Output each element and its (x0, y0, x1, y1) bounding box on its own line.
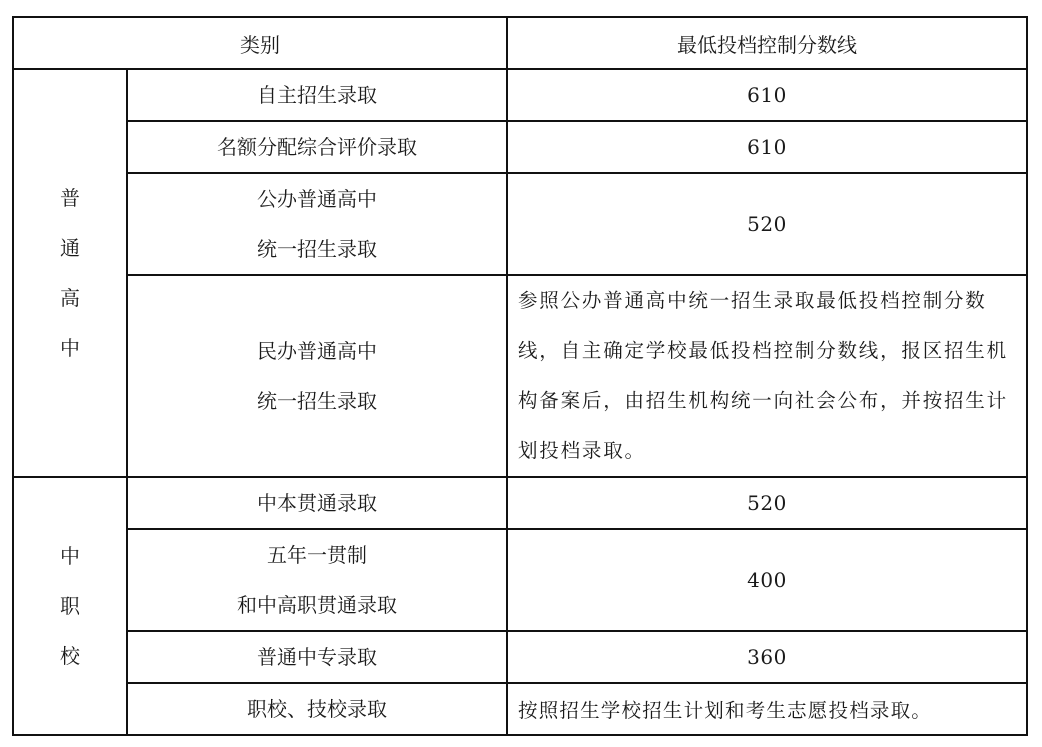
group-label-vocational-school (13, 477, 127, 735)
table-row (13, 529, 1027, 631)
admission-type-cell (127, 683, 507, 735)
admission-type-cell (127, 631, 507, 683)
admission-type-cell (127, 121, 507, 173)
table-row (13, 121, 1027, 173)
score-note-cell: 按照招生学校招生计划和考生志愿投档录取。 (507, 683, 1027, 735)
admission-type-line: 民办普通高中 (257, 339, 377, 363)
admission-type-line: 五年一贯制 (267, 543, 367, 567)
header-min-score: 最低投档控制分数线 (507, 17, 1027, 69)
score-value-cell: 520 (507, 173, 1027, 275)
score-note-cell: 参照公办普通高中统一招生录取最低投档控制分数线，自主确定学校最低投档控制分数线，报区招生机构备案后，由招生机构统一向社会公布，并按招生计划投档录取。 (507, 275, 1027, 477)
score-value-cell: 610 (507, 121, 1027, 173)
score-value-cell: 610 (507, 69, 1027, 121)
table-header-row (13, 17, 1027, 69)
table-row (13, 631, 1027, 683)
admission-type-line: 统一招生录取 (257, 389, 377, 413)
score-value-cell: 360 (507, 631, 1027, 683)
admission-type-line: 普通中专录取 (257, 645, 377, 669)
admission-score-table (12, 16, 1028, 736)
group-label-char: 中 (60, 336, 80, 360)
table-row (13, 275, 1027, 477)
table-row (13, 683, 1027, 735)
admission-type-line: 统一招生录取 (257, 237, 377, 261)
group-label-char: 通 (60, 236, 80, 260)
group-label-char: 职 (60, 594, 80, 618)
admission-type-cell (127, 173, 507, 275)
group-label-char: 校 (60, 644, 80, 668)
admission-type-cell (127, 275, 507, 477)
table-row (13, 173, 1027, 275)
admission-type-line: 和中高职贯通录取 (237, 593, 397, 617)
admission-type-line: 公办普通高中 (257, 187, 377, 211)
group-label-char: 普 (60, 186, 80, 210)
score-value-cell: 400 (507, 529, 1027, 631)
admission-type-cell (127, 529, 507, 631)
admission-type-cell (127, 69, 507, 121)
group-label-char: 中 (60, 544, 80, 568)
score-value-cell: 520 (507, 477, 1027, 529)
group-label-char: 高 (60, 286, 80, 310)
group-label-general-high-school (13, 69, 127, 477)
table-row (13, 69, 1027, 121)
header-category: 类别 (13, 17, 507, 69)
table-row (13, 477, 1027, 529)
admission-type-line: 中本贯通录取 (257, 491, 377, 515)
admission-type-line: 名额分配综合评价录取 (217, 135, 417, 159)
admission-type-line: 自主招生录取 (257, 83, 377, 107)
admission-type-cell (127, 477, 507, 529)
admission-type-line: 职校、技校录取 (247, 697, 387, 721)
